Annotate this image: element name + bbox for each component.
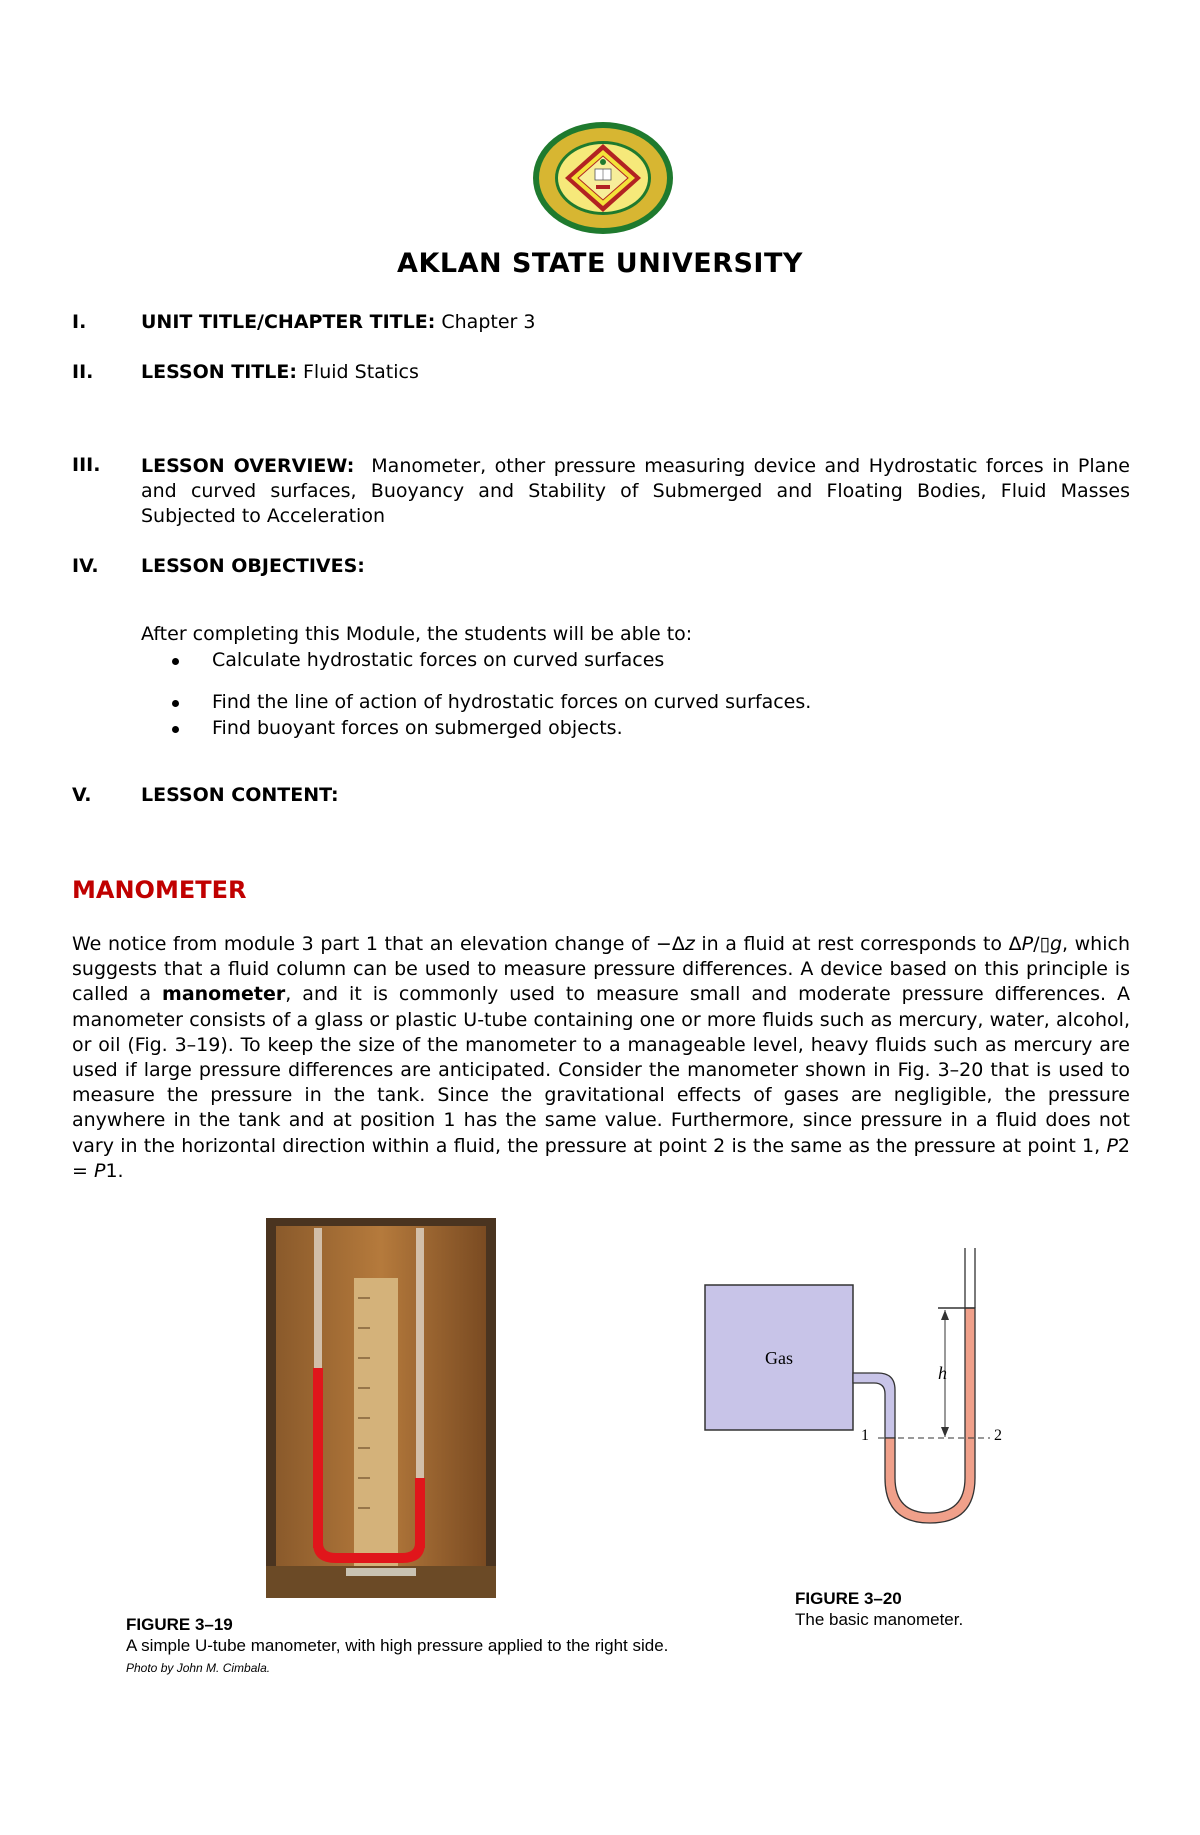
section-number: III.: [72, 454, 101, 476]
lesson-title-label: LESSON TITLE:: [141, 361, 297, 383]
objective-item: Find buoyant forces on submerged objects.: [172, 717, 1072, 743]
manometer-diagram: [700, 1248, 1040, 1528]
unit-title-value: Chapter 3: [441, 311, 536, 333]
unit-title-row: [72, 311, 1132, 337]
height-label: h: [938, 1363, 947, 1383]
lesson-overview-value: Manometer, other pressure measuring device and Hydrostatic forces in Plane and curved surfaces, Buoyancy and Stability of Submerged and Floating Bodies, Fluid Masses Subjected to Acceleration: [141, 455, 1130, 527]
figure-19-label: FIGURE 3–19: [126, 1615, 233, 1634]
objective-item: Calculate hydrostatic forces on curved surfaces: [172, 649, 1072, 675]
manometer-paragraph: We notice from module 3 part 1 that an elevation change of −Δz in a fluid at rest corresponds to ΔP/▯g, which suggests that a fluid column can be used to measure pressure differences. A device based on this principle is called a manometer, and it is commonly used to measure small and moderate pressure differences. A manometer consists of a glass or plastic U-tube containing one or more fluids such as mercury, water, alcohol, or oil (Fig. 3–19). To keep the size of the manometer to a manageable level, heavy fluids such as mercury are used if large pressure differences are anticipated. Consider the manometer shown in Fig. 3–20 that is used to measure the pressure in the tank. Since the gravitational effects of gases are negligible, the pressure anywhere in the tank and at position 1 has the same value. Furthermore, since pressure in a fluid does not vary in the horizontal direction within a fluid, the pressure at point 2 is the same as the pressure at point 1, P2 = P1.: [72, 933, 1130, 1182]
bullet-icon: [172, 658, 179, 665]
manometer-heading: MANOMETER: [72, 876, 247, 904]
university-seal: [533, 122, 673, 234]
lesson-overview-label: LESSON OVERVIEW:: [141, 455, 355, 477]
gas-label: Gas: [765, 1348, 793, 1368]
bullet-icon: [172, 700, 179, 707]
lesson-content-row: [72, 784, 1132, 810]
lesson-overview-text: [141, 454, 1130, 529]
unit-title-label: UNIT TITLE/CHAPTER TITLE:: [141, 311, 436, 333]
lesson-title-row: [72, 361, 1132, 387]
section-number: V.: [72, 784, 92, 806]
figure-19-text: A simple U-tube manometer, with high pressure applied to the right side.: [126, 1636, 669, 1655]
figure-19-credit: Photo by John M. Cimbala.: [126, 1661, 271, 1675]
page-title: AKLAN STATE UNIVERSITY: [397, 248, 803, 279]
objective-item: Find the line of action of hydrostatic forces on curved surfaces.: [172, 691, 1072, 717]
section-number: IV.: [72, 555, 99, 577]
figure-20-text: The basic manometer.: [795, 1610, 964, 1629]
section-number: II.: [72, 361, 94, 383]
lesson-content-label: LESSON CONTENT:: [141, 784, 339, 806]
figure-20-label: FIGURE 3–20: [795, 1589, 902, 1608]
figure-19-caption: [126, 1614, 686, 1679]
manometer-term: manometer: [162, 983, 286, 1006]
section-number: I.: [72, 311, 87, 333]
objectives-intro: After completing this Module, the students will be able to:: [141, 623, 693, 645]
lesson-objectives-row: [72, 555, 1132, 581]
figure-20-caption: [795, 1588, 1175, 1630]
point-2-label: 2: [994, 1427, 1002, 1444]
point-1-label: 1: [861, 1427, 869, 1444]
lesson-objectives-label: LESSON OBJECTIVES:: [141, 555, 365, 577]
lesson-title-value: Fluid Statics: [303, 361, 419, 383]
bullet-icon: [172, 726, 179, 733]
manometer-photo: [266, 1218, 496, 1598]
